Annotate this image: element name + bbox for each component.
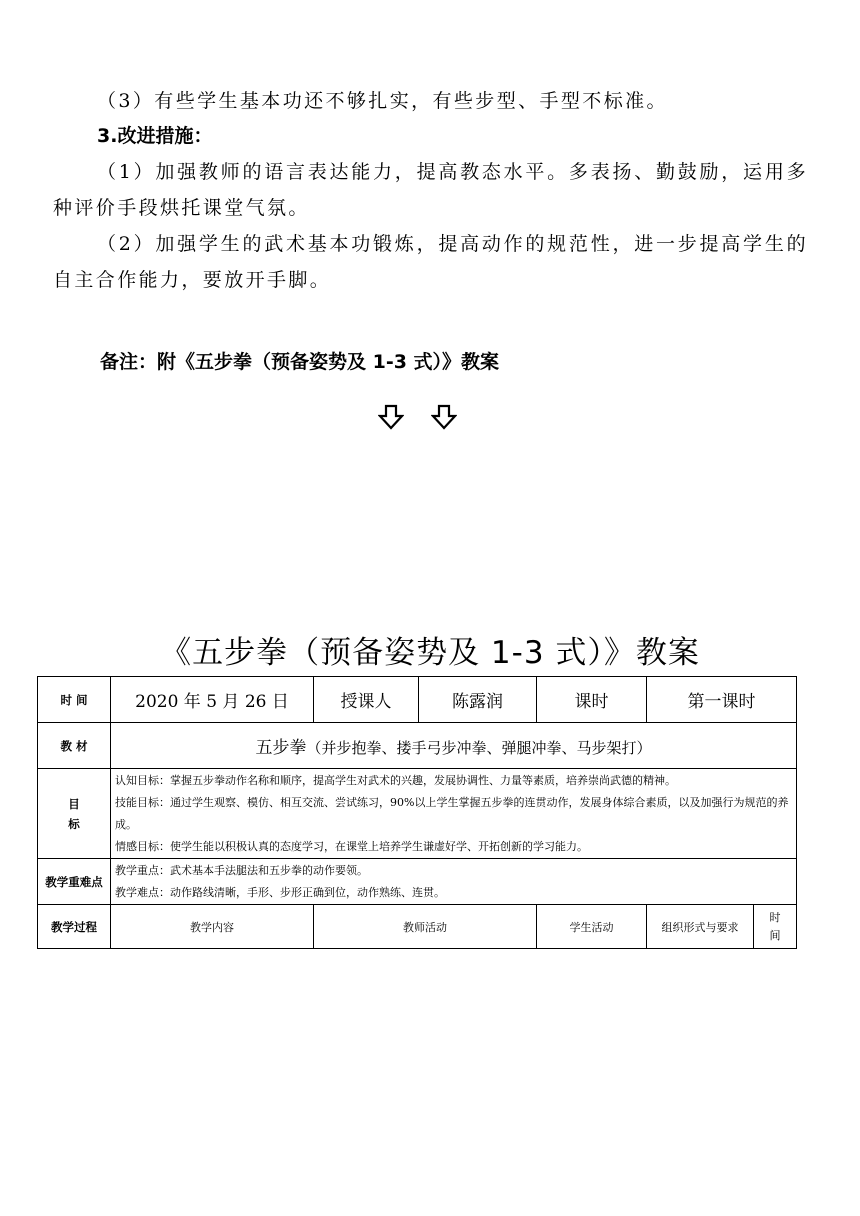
down-arrow-icon [431, 404, 457, 430]
paragraph-improvement-1: （1）加强教师的语言表达能力，提高教态水平。多表扬、勤鼓励，运用多种评价手段烘托课堂气氛。 [53, 161, 808, 219]
table-row [38, 723, 797, 769]
process-label: 教学过程 [38, 905, 111, 949]
difficult-point: 教学难点：动作路线清晰，手形、步形正确到位，动作熟练、连贯。 [115, 885, 445, 899]
lesson-plan-table [37, 676, 797, 949]
goal-label-1: 目 [68, 796, 80, 811]
table-row [38, 769, 797, 859]
paragraph-problem-3: （3）有些学生基本功还不够扎实，有些步型、手型不标准。 [97, 90, 668, 112]
teacher-label: 授课人 [314, 677, 419, 723]
header-content: 教学内容 [111, 905, 314, 949]
teacher-name: 陈露润 [419, 677, 537, 723]
goal-label [38, 769, 111, 859]
header-student-activity: 学生活动 [537, 905, 647, 949]
lesson-plan-title: 《五步拳（预备姿势及 1-3 式）》教案 [160, 635, 700, 671]
key-points-cell [111, 859, 797, 905]
header-time [754, 905, 797, 949]
section-heading-improvements: 3.改进措施： [97, 125, 213, 147]
table-row [38, 677, 797, 723]
lesson-period: 第一课时 [647, 677, 797, 723]
material-detail: （并步抱拳、搂手弓步冲拳、弹腿冲拳、马步架打） [306, 739, 652, 757]
header-organization: 组织形式与要求 [647, 905, 754, 949]
note-attachment: 备注：附《五步拳（预备姿势及 1-3 式）》教案 [100, 351, 500, 373]
table-row [38, 859, 797, 905]
lesson-period-label: 课时 [537, 677, 647, 723]
material-label: 教 材 [38, 723, 111, 769]
goal-label-2: 标 [68, 816, 80, 831]
goal-affective: 情感目标：使学生能以积极认真的态度学习，在课堂上培养学生谦虚好学、开拓创新的学习能力。 [115, 839, 588, 853]
goal-cognitive: 认知目标：掌握五步拳动作名称和顺序，提高学生对武术的兴趣，发展协调性、力量等素质，培养崇尚武德的精神。 [115, 773, 676, 787]
header-teacher-activity: 教师活动 [314, 905, 537, 949]
table-row [38, 905, 797, 949]
goals-cell [111, 769, 797, 859]
material-cell [111, 723, 797, 769]
key-points-label: 教学重难点 [38, 859, 111, 905]
material-main: 五步拳 [255, 738, 307, 758]
paragraph-improvement-2: （2）加强学生的武术基本功锻炼，提高动作的规范性，进一步提高学生的自主合作能力，要放开手脚。 [53, 233, 808, 291]
time-label: 时 间 [38, 677, 111, 723]
down-arrow-icon [378, 404, 404, 430]
header-time-2: 间 [769, 928, 781, 942]
header-time-1: 时 [769, 910, 781, 924]
lesson-date: 2020 年 5 月 26 日 [111, 677, 314, 723]
key-point: 教学重点：武术基本手法腿法和五步拳的动作要领。 [115, 863, 368, 877]
goal-skill: 技能目标：通过学生观察、模仿、相互交流、尝试练习，90%以上学生掌握五步拳的连贯动作，发展身体综合素质，以及加强行为规范的养成。 [115, 795, 789, 831]
arrow-group [378, 404, 479, 434]
